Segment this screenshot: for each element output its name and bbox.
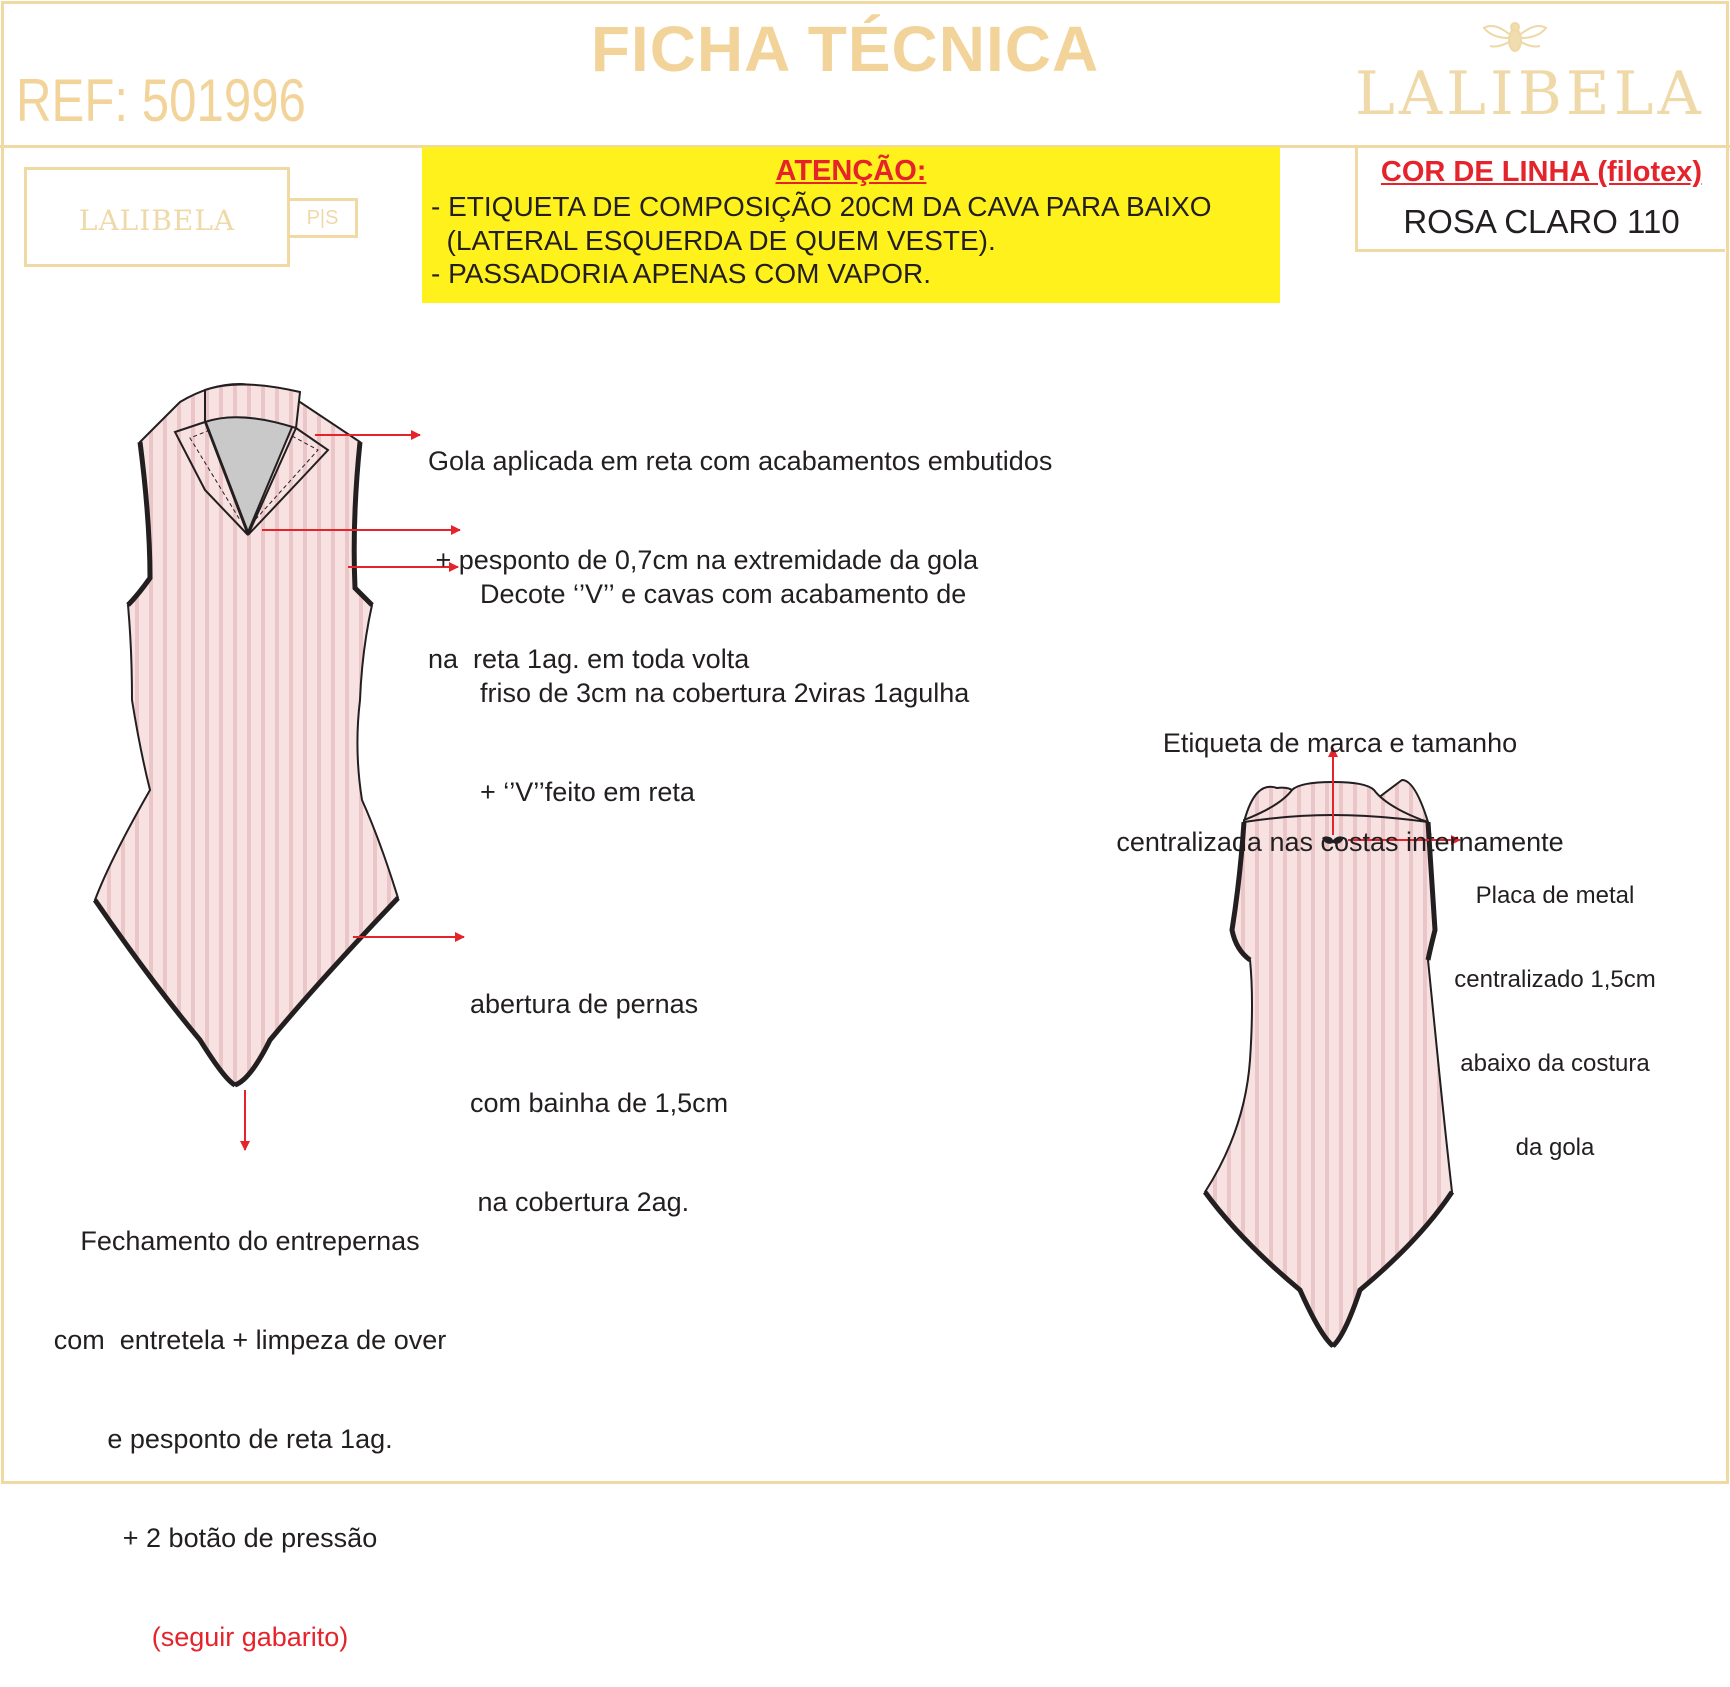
note-line: da gola: [1515, 1134, 1595, 1161]
crotch-note: [20, 1159, 480, 1687]
note-line: abertura de pernas: [470, 989, 699, 1019]
size-tab: P|S: [290, 198, 358, 238]
note-line: com bainha de 1,5cm: [470, 1088, 729, 1118]
brand-name: LALIBELA: [1355, 59, 1705, 129]
note-line: com entretela + limpeza de over: [53, 1325, 447, 1355]
note-line: Etiqueta de marca e tamanho: [1162, 728, 1518, 758]
note-line: + 2 botão de pressão: [122, 1523, 378, 1553]
note-line: na cobertura 2ag.: [470, 1187, 690, 1217]
template-reminder: (seguir gabarito): [151, 1622, 349, 1652]
note-line: + ‘’V’’feito em reta: [480, 777, 695, 807]
note-line: na reta 1ag. em toda volta: [428, 644, 750, 674]
attention-title: ATENÇÃO:: [775, 155, 927, 187]
note-line: Gola aplicada em reta com acabamentos embutidos: [428, 446, 1053, 476]
front-bodysuit: [95, 384, 398, 1085]
thread-color-value: ROSA CLARO 110: [1403, 203, 1680, 240]
attention-line: (LATERAL ESQUERDA DE QUEM VESTE).: [431, 225, 996, 256]
neckline-note: [480, 512, 969, 842]
note-line: friso de 3cm na cobertura 2viras 1agulha: [480, 678, 970, 708]
attention-line: - PASSADORIA APENAS COM VAPOR.: [431, 258, 931, 289]
note-line: Fechamento do entrepernas: [80, 1226, 420, 1256]
legs-note: [470, 922, 728, 1252]
note-line: centralizada nas costas internamente: [1116, 827, 1564, 857]
attention-line: - ETIQUETA DE COMPOSIÇÃO 20CM DA CAVA PARA BAIXO: [431, 191, 1212, 222]
note-line: abaixo da costura: [1460, 1050, 1650, 1077]
note-line: e pesponto de reta 1ag.: [107, 1424, 393, 1454]
metal-plate-note: [1440, 826, 1670, 1190]
page-title: FICHA TÉCNICA: [590, 13, 1100, 85]
thread-color-title: COR DE LINHA (filotex): [1380, 156, 1703, 188]
note-line: centralizado 1,5cm: [1454, 966, 1656, 993]
label-brand: LALIBELA: [78, 204, 236, 237]
note-line: Decote ‘’V’’ e cavas com acabamento de: [480, 579, 967, 609]
note-line: + pesponto de 0,7cm na extremidade da gola: [428, 545, 979, 575]
reference-number: REF: 501996: [16, 67, 306, 134]
note-line: Placa de metal: [1475, 882, 1635, 909]
